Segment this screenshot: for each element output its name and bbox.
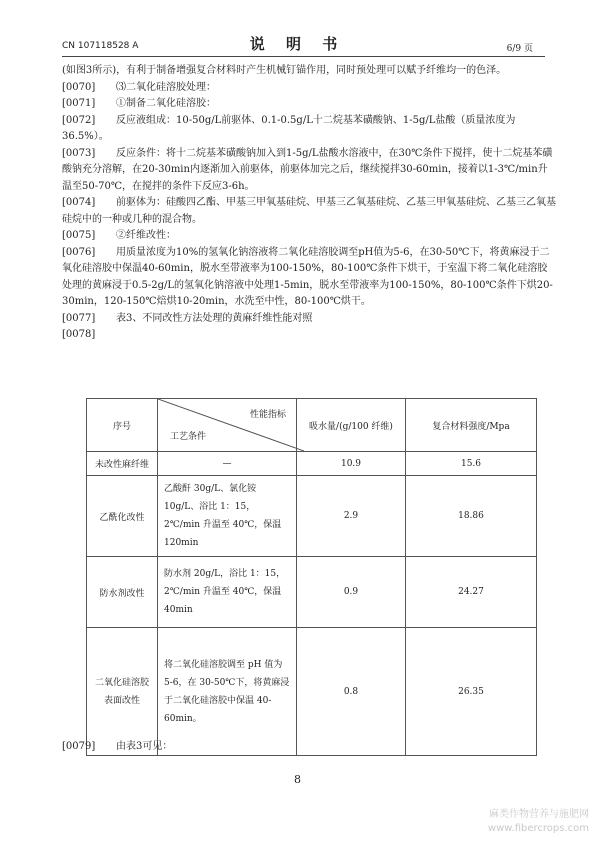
cell-cond: — bbox=[158, 452, 297, 476]
watermark bbox=[488, 808, 589, 836]
cell-water: 10.9 bbox=[297, 452, 406, 476]
th-strength: 复合材料强度/Mpa bbox=[406, 399, 537, 452]
after-table-text bbox=[62, 739, 557, 756]
body-text bbox=[62, 63, 557, 344]
paragraph: [0075] ②纤维改性： bbox=[62, 230, 176, 241]
cell-strength: 18.86 bbox=[406, 476, 537, 557]
header-title: 说 明 书 bbox=[249, 35, 346, 53]
paragraph: [0074] 前驱体为：硅酸四乙酯、甲基三甲氧基硅烷、甲基三乙氧基硅烷、乙基三甲氧基硅烷、乙基三乙氧基硅烷中的一种或几种的混合物。 bbox=[62, 197, 556, 225]
cell-seq: 二氧化硅溶胶表面改性 bbox=[87, 628, 158, 756]
cell-cond: 乙酸酐 30g/L、氯化铵 10g/L、浴比 1：15，2℃/min 升温至 40℃，保温 120min bbox=[158, 476, 297, 557]
th-process: 工艺条件 bbox=[170, 432, 207, 442]
cell-water: 0.8 bbox=[297, 628, 406, 756]
header-page-of: 6/9 页 bbox=[506, 44, 533, 54]
paragraph: [0079] 由表3可见： bbox=[62, 741, 173, 752]
header-doc-number: CN 107118528 A bbox=[62, 41, 139, 51]
cell-cond: 防水剂 20g/L，浴比 1：15，2℃/min 升温至 40℃，保温 40min bbox=[158, 557, 297, 628]
table-row bbox=[87, 476, 537, 557]
th-water: 吸水量/(g/100 纤维) bbox=[297, 399, 406, 452]
paragraph: (如图3所示)，有利于制备增强复合材料时产生机械钉锚作用，同时预处理可以赋予纤维均一的色泽。 bbox=[62, 65, 507, 76]
cell-strength: 26.35 bbox=[406, 628, 537, 756]
paragraph: [0076] 用质量浓度为10%的氢氧化钠溶液将二氧化硅溶胶调至pH值为5-6，在30-50℃下，将黄麻浸于二氧化硅溶胶中保温40-60min，脱水至带液率为100-150%，80-100℃条件下烘干，于室温下将二氧化硅溶胶处理的黄麻浸于0.5-2g/L的氢氧化钠溶液中处理1-5min，脱水至带液率为100-150%，80-100℃条件下烘20-30min，120-150℃焙烘10-20min，水洗至中性，80-100℃烘干。 bbox=[62, 246, 553, 307]
paragraph: [0073] 反应条件：将十二烷基苯磺酸钠加入到1-5g/L盐酸水溶液中，在30℃条件下搅拌，使十二烷基苯磺酸钠充分溶解，在20-30min内逐渐加入前驱体，前驱体加完之后，继续搅拌30-60min，接着以1-3℃/min升温至50-70℃，在搅拌的条件下反应3-6h。 bbox=[62, 147, 553, 192]
cell-seq: 防水剂改性 bbox=[87, 557, 158, 628]
table-row bbox=[87, 628, 537, 756]
cell-seq: 未改性麻纤维 bbox=[87, 452, 158, 476]
table-row bbox=[87, 452, 537, 476]
th-perf: 性能指标 bbox=[249, 410, 286, 420]
cell-strength: 24.27 bbox=[406, 557, 537, 628]
cell-water: 0.9 bbox=[297, 557, 406, 628]
cell-seq: 乙酰化改性 bbox=[87, 476, 158, 557]
watermark-line-1: 麻类作物营养与施肥网 bbox=[489, 809, 589, 820]
th-diagonal bbox=[158, 399, 297, 452]
page-number: 8 bbox=[294, 773, 301, 786]
paragraph: [0072] 反应液组成：10-50g/L前驱体、0.1-0.5g/L十二烷基苯磺酸钠、1-5g/L盐酸（质量浓度为36.5%）。 bbox=[62, 114, 516, 142]
table-row bbox=[87, 557, 537, 628]
paragraph: [0077] 表3、不同改性方法处理的黄麻纤维性能对照 bbox=[62, 312, 313, 324]
paragraph: [0078] bbox=[62, 329, 96, 340]
header-rule bbox=[62, 56, 545, 57]
paragraph: [0070] ⑶二氧化硅溶胶处理： bbox=[62, 81, 216, 93]
cell-strength: 15.6 bbox=[406, 452, 537, 476]
cell-water: 2.9 bbox=[297, 476, 406, 557]
paragraph: [0071] ①制备二氧化硅溶胶： bbox=[62, 98, 216, 109]
table-3 bbox=[86, 398, 537, 756]
th-seq: 序号 bbox=[87, 399, 158, 452]
table-header-row bbox=[87, 399, 537, 452]
watermark-line-2: www.fibercrops.com bbox=[487, 823, 589, 834]
cell-cond: 将二氧化硅溶胶调至 pH 值为 5-6，在 30-50℃下，将黄麻浸于二氧化硅溶胶中保温 40-60min。 bbox=[158, 628, 297, 756]
